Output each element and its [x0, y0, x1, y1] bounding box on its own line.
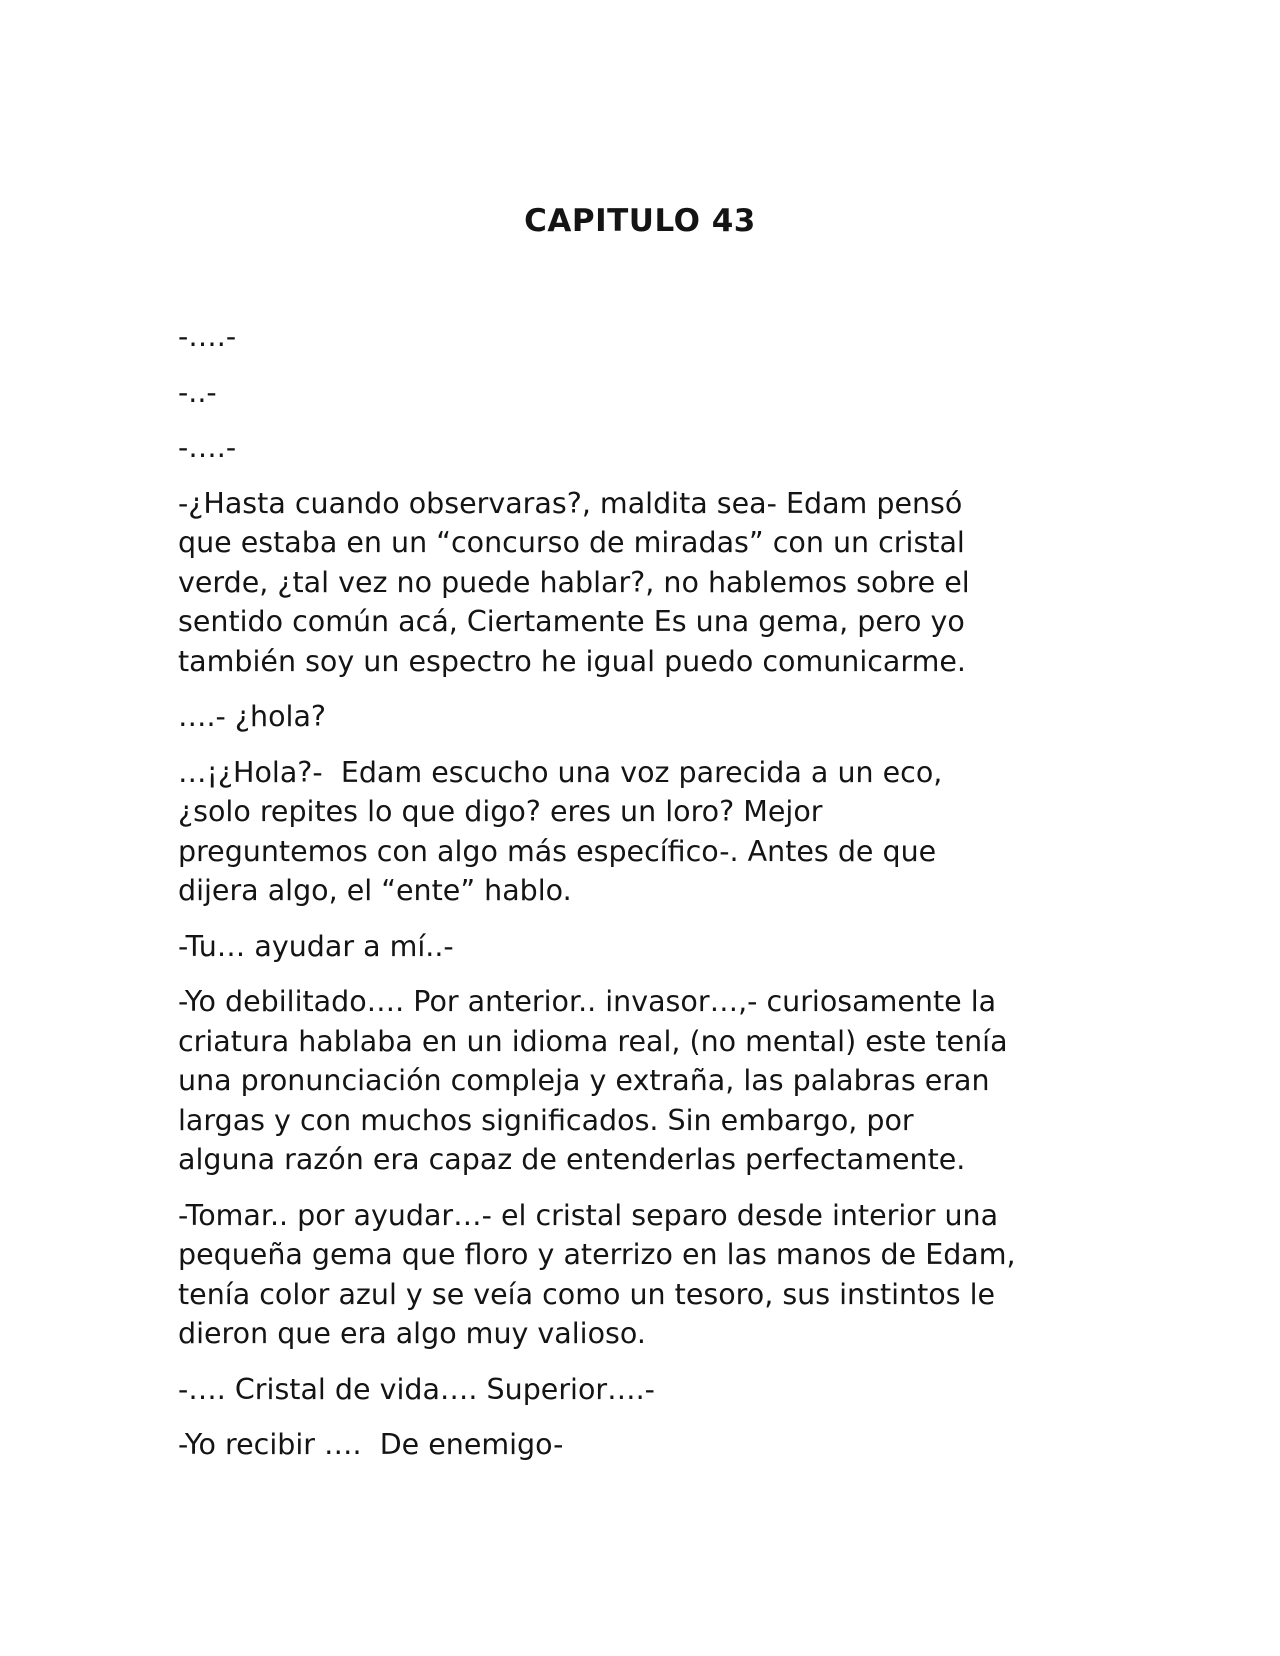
chapter-body — [178, 317, 1118, 1481]
paragraph: -….- — [178, 320, 237, 353]
paragraph: -….- — [178, 431, 237, 464]
chapter-title: CAPITULO 43 — [524, 203, 756, 239]
paragraph: -Tu… ayudar a mí..- — [178, 929, 454, 963]
paragraph: -Yo recibir …. De enemigo- — [178, 1428, 564, 1461]
paragraph: -¿Hasta cuando observaras?, maldita sea- Edam pensó que estaba en un “concurso de miradas” con un cristal verde, ¿tal vez no puede hablar?, no hablemos sobre el sentido común acá, Ciertamente Es una gema, pero yo también soy un espectro he igual puedo comunicarme. — [178, 486, 970, 678]
paragraph: -..- — [178, 375, 217, 409]
paragraph: -Yo debilitado…. Por anterior.. invasor…,- curiosamente la criatura hablaba en un idioma real, (no mental) este tenía una pronunciación compleja y extraña, las palabras eran largas y con muchos significados. Sin embargo, por alguna razón era capaz de entenderlas perfectamente. — [178, 985, 1008, 1176]
paragraph: -Tomar.. por ayudar…- el cristal separo desde interior una pequeña gema que floro y aterrizo en las manos de Edam, tenía color azul y se veía como un tesoro, sus instintos le dieron que era algo muy valioso. — [178, 1198, 1016, 1350]
paragraph: …¡¿Hola?- Edam escucho una voz parecida a un eco, ¿solo repites lo que digo? eres un loro? Mejor preguntemos con algo más específico-. Antes de que dijera algo, el “ente” hablo. — [178, 755, 943, 907]
paragraph: ….- ¿hola? — [178, 700, 327, 733]
paragraph: -…. Cristal de vida…. Superior….- — [178, 1372, 655, 1406]
